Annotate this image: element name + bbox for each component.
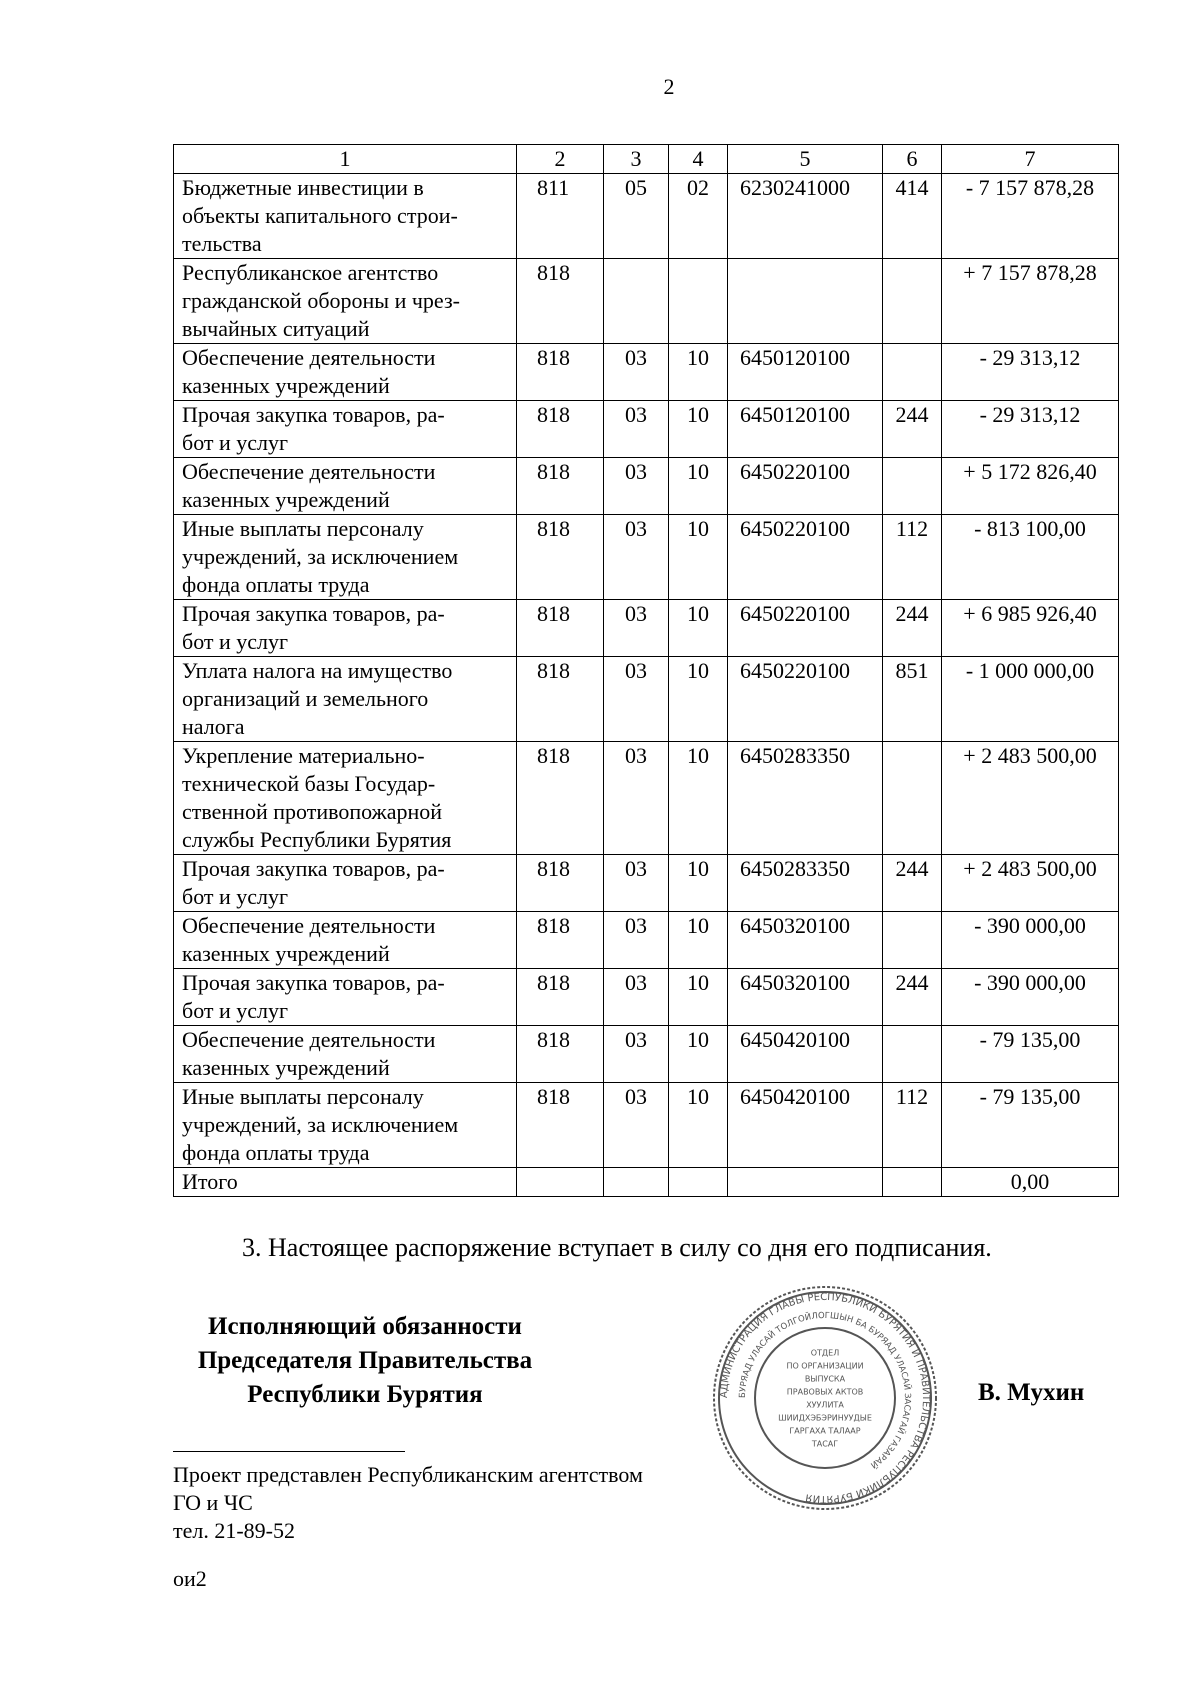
row-cell-c7: - 79 135,00: [942, 1026, 1119, 1083]
row-cell-c3: 03: [604, 657, 669, 742]
row-cell-c6: [883, 259, 942, 344]
row-name-line: налога: [182, 714, 245, 739]
row-cell-c3: 05: [604, 174, 669, 259]
row-cell-c5: 6230241000: [728, 174, 883, 259]
table-row: [174, 600, 1119, 657]
row-cell-c3: 03: [604, 515, 669, 600]
seal-ring-path-text: БУРЯАД УЛАСАЙ ТОЛГОЙЛОГШЫН БА БУРЯАД УЛАСАЙ ЗАСАГАЙ ГАЗАРАЙ: [737, 1310, 913, 1470]
row-cell-c5: 6450120100: [728, 401, 883, 458]
row-name-line: вычайных ситуаций: [182, 316, 370, 341]
row-name-line: Иные выплаты персоналу: [182, 1084, 424, 1109]
table-row: [174, 259, 1119, 344]
row-name-line: учреждений, за исключением: [182, 1112, 459, 1137]
row-cell-c4: 10: [669, 600, 728, 657]
row-cell-c2: 818: [517, 742, 604, 855]
seal-center-line: ПО ОРГАНИЗАЦИИ: [786, 1361, 864, 1371]
row-name-line: Республиканское агентство: [182, 260, 439, 285]
row-cell-c5: 6450320100: [728, 912, 883, 969]
row-name-cell: [174, 742, 517, 855]
row-cell-c5: 6450420100: [728, 1026, 883, 1083]
row-cell-c5: [728, 1168, 883, 1197]
row-cell-c3: [604, 1168, 669, 1197]
row-cell-c6: [883, 344, 942, 401]
table-row: [174, 344, 1119, 401]
seal-center-line: ТАСАГ: [811, 1439, 839, 1449]
row-cell-c2: 818: [517, 259, 604, 344]
row-cell-c4: [669, 259, 728, 344]
seal-center-line: ХУУЛИТА: [806, 1400, 844, 1410]
row-name-line: казенных учреждений: [182, 1055, 390, 1080]
row-cell-c4: 02: [669, 174, 728, 259]
signer-title-line: Председателя Правительства: [197, 1347, 533, 1374]
row-cell-c2: 811: [517, 174, 604, 259]
row-name-line: казенных учреждений: [182, 373, 390, 398]
row-name-line: Прочая закупка товаров, ра-: [182, 970, 445, 995]
row-name-line: бот и услуг: [182, 998, 289, 1023]
header-cell: 7: [942, 145, 1119, 174]
row-name-cell: [174, 259, 517, 344]
row-cell-c3: [604, 259, 669, 344]
table-row: [174, 1083, 1119, 1168]
row-name-line: Уплата налога на имущество: [182, 658, 453, 683]
row-cell-c2: 818: [517, 855, 604, 912]
row-cell-c3: 03: [604, 912, 669, 969]
row-name-cell: [174, 912, 517, 969]
row-name-cell: [174, 1168, 517, 1197]
seal-center-line: ВЫПУСКА: [804, 1374, 846, 1384]
row-name-cell: [174, 1083, 517, 1168]
table-row: [174, 969, 1119, 1026]
official-seal: [710, 1283, 940, 1513]
table-row: [174, 855, 1119, 912]
header-cell: 2: [517, 145, 604, 174]
row-name-line: объекты капитального строи-: [182, 203, 458, 228]
table-row: [174, 458, 1119, 515]
row-cell-c7: - 1 000 000,00: [942, 657, 1119, 742]
row-cell-c7: - 29 313,12: [942, 401, 1119, 458]
row-name-line: фонда оплаты труда: [182, 572, 370, 597]
row-cell-c4: 10: [669, 344, 728, 401]
footer-line: Проект представлен Республиканским агентством: [173, 1462, 643, 1487]
row-cell-c3: 03: [604, 1026, 669, 1083]
row-name-line: организаций и земельного: [182, 686, 429, 711]
header-cell: 4: [669, 145, 728, 174]
row-cell-c6: [883, 458, 942, 515]
row-cell-c5: [728, 259, 883, 344]
row-cell-c3: 03: [604, 855, 669, 912]
table-header-row: [174, 145, 1119, 174]
row-cell-c7: + 6 985 926,40: [942, 600, 1119, 657]
row-cell-c4: 10: [669, 657, 728, 742]
row-cell-c6: 244: [883, 401, 942, 458]
row-cell-c3: 03: [604, 969, 669, 1026]
effective-date-clause: 3. Настоящее распоряжение вступает в силу со дня его подписания.: [242, 1233, 992, 1262]
row-name-line: ственной противопожарной: [182, 799, 443, 824]
row-name-cell: [174, 344, 517, 401]
row-name-line: Обеспечение деятельности: [182, 459, 436, 484]
row-name-cell: [174, 458, 517, 515]
row-cell-c2: 818: [517, 458, 604, 515]
table-row: [174, 657, 1119, 742]
row-cell-c3: 03: [604, 1083, 669, 1168]
row-name-line: Итого: [182, 1169, 238, 1194]
row-name-line: службы Республики Бурятия: [182, 827, 452, 852]
row-name-line: бот и услуг: [182, 884, 289, 909]
row-cell-c7: 0,00: [942, 1168, 1119, 1197]
row-cell-c7: + 7 157 878,28: [942, 259, 1119, 344]
row-cell-c4: 10: [669, 912, 728, 969]
footer-note: [173, 1461, 643, 1545]
row-name-line: Обеспечение деятельности: [182, 345, 436, 370]
signer-title-line: Исполняющий обязанности: [208, 1313, 522, 1340]
row-cell-c2: 818: [517, 600, 604, 657]
row-cell-c6: 851: [883, 657, 942, 742]
row-cell-c4: 10: [669, 515, 728, 600]
row-name-line: Иные выплаты персоналу: [182, 516, 424, 541]
row-cell-c3: 03: [604, 458, 669, 515]
table-row: [174, 742, 1119, 855]
header-cell: 3: [604, 145, 669, 174]
row-cell-c6: [883, 1026, 942, 1083]
row-cell-c7: + 2 483 500,00: [942, 742, 1119, 855]
row-cell-c2: 818: [517, 401, 604, 458]
row-cell-c4: 10: [669, 401, 728, 458]
row-cell-c2: 818: [517, 912, 604, 969]
row-cell-c5: 6450220100: [728, 657, 883, 742]
row-name-cell: [174, 600, 517, 657]
row-name-line: гражданской обороны и чрез-: [182, 288, 460, 313]
signer-title-line: Республики Бурятия: [247, 1381, 483, 1408]
row-cell-c2: 818: [517, 344, 604, 401]
row-cell-c4: 10: [669, 1026, 728, 1083]
row-cell-c3: 03: [604, 742, 669, 855]
header-cell: 1: [174, 145, 517, 174]
row-cell-c6: [883, 912, 942, 969]
row-cell-c5: 6450320100: [728, 969, 883, 1026]
row-name-line: бот и услуг: [182, 430, 289, 455]
row-cell-c5: 6450420100: [728, 1083, 883, 1168]
row-cell-c2: 818: [517, 515, 604, 600]
row-cell-c5: 6450120100: [728, 344, 883, 401]
budget-table: [173, 144, 1119, 1197]
row-cell-c6: [883, 742, 942, 855]
row-cell-c2: 818: [517, 657, 604, 742]
row-name-line: Прочая закупка товаров, ра-: [182, 856, 445, 881]
row-cell-c7: - 29 313,12: [942, 344, 1119, 401]
seal-center-line: ШИИДХЭБЭРИНУУДЫЕ: [778, 1413, 872, 1423]
table-row: [174, 515, 1119, 600]
row-cell-c5: 6450220100: [728, 458, 883, 515]
row-cell-c7: - 7 157 878,28: [942, 174, 1119, 259]
signer-title: [170, 1310, 560, 1412]
row-cell-c5: 6450283350: [728, 742, 883, 855]
row-cell-c7: - 390 000,00: [942, 912, 1119, 969]
row-cell-c3: 03: [604, 401, 669, 458]
row-name-line: фонда оплаты труда: [182, 1140, 370, 1165]
row-cell-c6: 112: [883, 1083, 942, 1168]
row-name-line: казенных учреждений: [182, 487, 390, 512]
row-cell-c4: 10: [669, 855, 728, 912]
row-name-line: бот и услуг: [182, 629, 289, 654]
row-name-line: Обеспечение деятельности: [182, 1027, 436, 1052]
row-name-cell: [174, 515, 517, 600]
table-row: [174, 1168, 1119, 1197]
row-cell-c7: - 390 000,00: [942, 969, 1119, 1026]
row-name-line: учреждений, за исключением: [182, 544, 459, 569]
row-cell-c6: 112: [883, 515, 942, 600]
table-row: [174, 912, 1119, 969]
header-cell: 6: [883, 145, 942, 174]
footer-line: ГО и ЧС: [173, 1490, 253, 1515]
document-code: ои2: [173, 1566, 207, 1591]
budget-table-body: [174, 145, 1119, 1197]
row-name-line: Бюджетные инвестиции в: [182, 175, 424, 200]
table-row: [174, 401, 1119, 458]
page-number: 2: [663, 74, 675, 99]
row-cell-c6: 414: [883, 174, 942, 259]
row-name-cell: [174, 1026, 517, 1083]
seal-center-line: ПРАВОВЫХ АКТОВ: [786, 1387, 864, 1397]
row-cell-c2: 818: [517, 969, 604, 1026]
row-cell-c4: 10: [669, 458, 728, 515]
footnote-divider: [173, 1451, 405, 1452]
row-cell-c5: 6450283350: [728, 855, 883, 912]
row-cell-c5: 6450220100: [728, 600, 883, 657]
row-cell-c7: + 2 483 500,00: [942, 855, 1119, 912]
row-cell-c4: 10: [669, 742, 728, 855]
table-row: [174, 1026, 1119, 1083]
row-cell-c2: 818: [517, 1026, 604, 1083]
row-cell-c2: 818: [517, 1083, 604, 1168]
seal-center-line: ГАРГАХА ТАЛААР: [789, 1426, 861, 1436]
row-name-line: Обеспечение деятельности: [182, 913, 436, 938]
row-name-cell: [174, 174, 517, 259]
row-cell-c4: 10: [669, 1083, 728, 1168]
row-name-cell: [174, 855, 517, 912]
row-name-line: Укрепление материально-: [182, 743, 425, 768]
row-name-cell: [174, 969, 517, 1026]
row-cell-c7: - 813 100,00: [942, 515, 1119, 600]
footer-line: тел. 21-89-52: [173, 1518, 296, 1543]
row-cell-c6: 244: [883, 600, 942, 657]
row-name-cell: [174, 401, 517, 458]
row-cell-c4: [669, 1168, 728, 1197]
header-cell: 5: [728, 145, 883, 174]
row-cell-c6: 244: [883, 855, 942, 912]
row-cell-c7: - 79 135,00: [942, 1083, 1119, 1168]
row-cell-c6: [883, 1168, 942, 1197]
row-cell-c3: 03: [604, 600, 669, 657]
row-name-line: Прочая закупка товаров, ра-: [182, 601, 445, 626]
row-cell-c4: 10: [669, 969, 728, 1026]
row-name-cell: [174, 657, 517, 742]
seal-center-line: ОТДЕЛ: [810, 1348, 840, 1358]
row-name-line: тельства: [182, 231, 262, 256]
row-cell-c2: [517, 1168, 604, 1197]
row-name-line: казенных учреждений: [182, 941, 390, 966]
seal-ring-path-text: АДМИНИСТРАЦИЯ ГЛАВЫ РЕСПУБЛИКИ БУРЯТИЯ И ПРАВИТЕЛЬСТВА РЕСПУБЛИКИ БУРЯТИЯ: [718, 1291, 932, 1505]
row-cell-c7: + 5 172 826,40: [942, 458, 1119, 515]
signer-name: В. Мухин: [978, 1379, 1085, 1406]
row-name-line: технической базы Государ-: [182, 771, 436, 796]
row-name-line: Прочая закупка товаров, ра-: [182, 402, 445, 427]
row-cell-c6: 244: [883, 969, 942, 1026]
row-cell-c3: 03: [604, 344, 669, 401]
row-cell-c5: 6450220100: [728, 515, 883, 600]
table-row: [174, 174, 1119, 259]
